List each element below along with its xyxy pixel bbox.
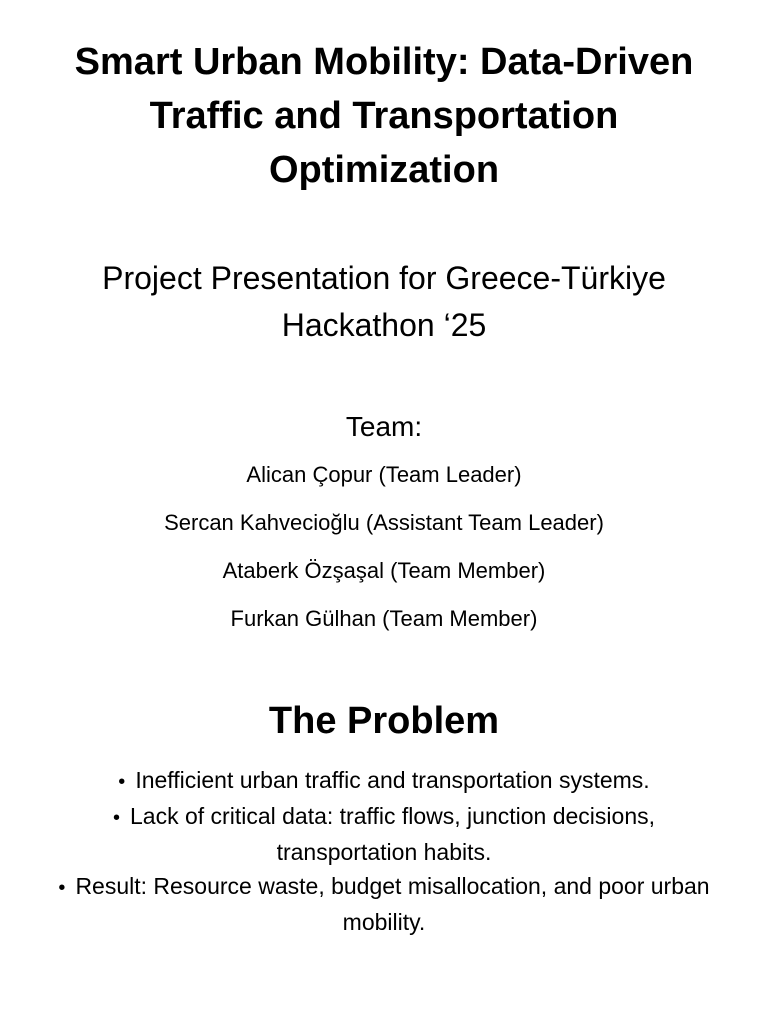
team-heading: Team: — [345, 411, 423, 442]
team-member-item: Ataberk Özşaşal (Team Member) — [222, 558, 546, 583]
team-member-list — [40, 447, 728, 643]
team-member-item: Alican Çopur (Team Leader) — [246, 462, 522, 487]
presentation-title: Smart Urban Mobility: Data-Driven Traffic and Transportation Optimization — [74, 41, 694, 191]
presentation-subtitle: Project Presentation for Greece-Türkiye Hackathon ‘25 — [102, 260, 666, 343]
problem-bullet-item: • Result: Resource waste, budget misallocation, and poor urban mobility. — [40, 869, 728, 939]
problem-bullet-item: • Lack of critical data: traffic flows, junction decisions, transportation habits. — [40, 799, 728, 869]
problem-bullet-list — [40, 749, 728, 939]
problem-heading: The Problem — [268, 700, 500, 742]
problem-bullet-item: • Inefficient urban traffic and transportation systems. — [40, 763, 728, 799]
team-member-item: Furkan Gülhan (Team Member) — [230, 606, 538, 631]
team-member-item: Sercan Kahvecioğlu (Assistant Team Leader) — [164, 510, 604, 535]
